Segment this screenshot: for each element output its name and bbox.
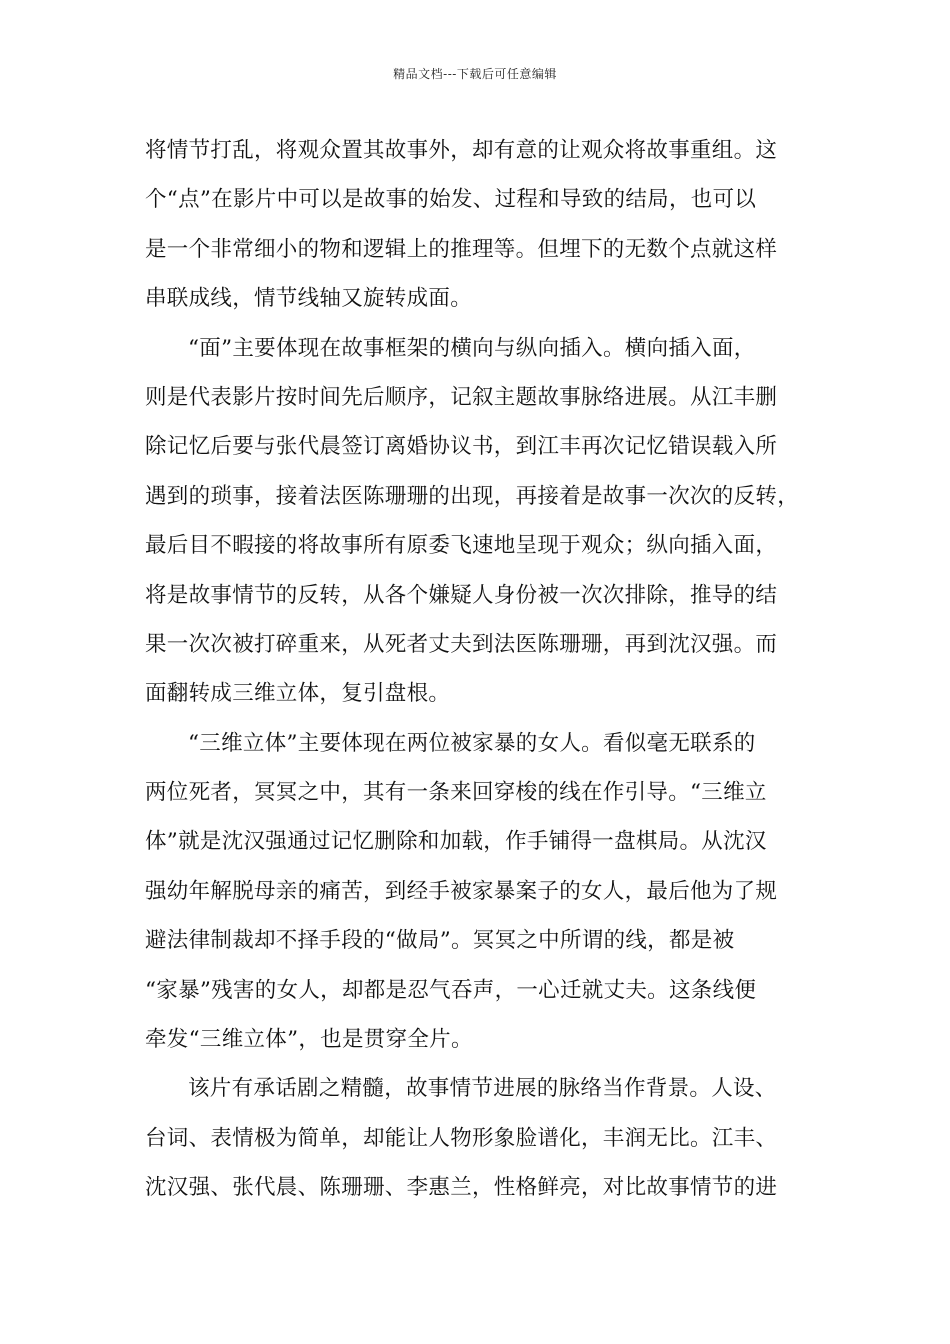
text-line: 该片有承话剧之精髓，故事情节进展的脉络当作背景。人设、 <box>188 1076 777 1102</box>
text-line: “面”主要体现在故事框架的横向与纵向插入。横向插入面， <box>188 335 756 361</box>
text-line: 两位死者，冥冥之中，其有一条来回穿梭的线在作引导。“三维立 <box>145 780 767 806</box>
text-line: 串联成线，情节线轴又旋转成面。 <box>145 286 473 312</box>
text-line: 将是故事情节的反转，从各个嫌疑人身份被一次次排除，推导的结 <box>145 582 778 608</box>
text-line: 是一个非常细小的物和逻辑上的推理等。但埋下的无数个点就这样 <box>145 236 778 262</box>
text-line: 除记忆后要与张代晨签订离婚协议书，到江丰再次记忆错误载入所 <box>145 434 778 460</box>
text-line: 个“点”在影片中可以是故事的始发、过程和导致的结局，也可以 <box>145 187 757 213</box>
text-line: 沈汉强、张代晨、陈珊珊、李惠兰，性格鲜亮，对比故事情节的进 <box>145 1175 778 1201</box>
text-line: “三维立体”主要体现在两位被家暴的女人。看似毫无联系的 <box>188 730 756 756</box>
text-line: 体”就是沈汉强通过记忆删除和加载，作手铺得一盘棋局。从沈汉 <box>145 829 767 855</box>
text-line: 避法律制裁却不择手段的“做局”。冥冥之中所谓的线，都是被 <box>145 928 735 954</box>
text-line: 最后目不暇接的将故事所有原委飞速地呈现于观众；纵向插入面， <box>145 533 778 559</box>
text-line: “家暴”残害的女人，却都是忍气吞声，一心迁就丈夫。这条线便 <box>145 977 757 1003</box>
page-header: 精品文档---下载后可任意编辑 <box>393 67 557 81</box>
text-line: 面翻转成三维立体，复引盘根。 <box>145 681 451 707</box>
body-text <box>145 126 825 1213</box>
text-line: 强幼年解脱母亲的痛苦，到经手被家暴案子的女人，最后他为了规 <box>145 878 778 904</box>
text-line: 遇到的琐事，接着法医陈珊珊的出现，再接着是故事一次次的反转， <box>145 483 800 509</box>
text-line: 牵发“三维立体”，也是贯穿全片。 <box>145 1027 473 1053</box>
text-line: 台词、表情极为简单，却能让人物形象脸谱化，丰润无比。江丰、 <box>145 1125 778 1151</box>
text-line: 则是代表影片按时间先后顺序，记叙主题故事脉络进展。从江丰删 <box>145 384 778 410</box>
text-line: 将情节打乱，将观众置其故事外，却有意的让观众将故事重组。这 <box>145 138 778 163</box>
text-line: 果一次次被打碎重来，从死者丈夫到法医陈珊珊，再到沈汉强。而 <box>145 631 778 657</box>
